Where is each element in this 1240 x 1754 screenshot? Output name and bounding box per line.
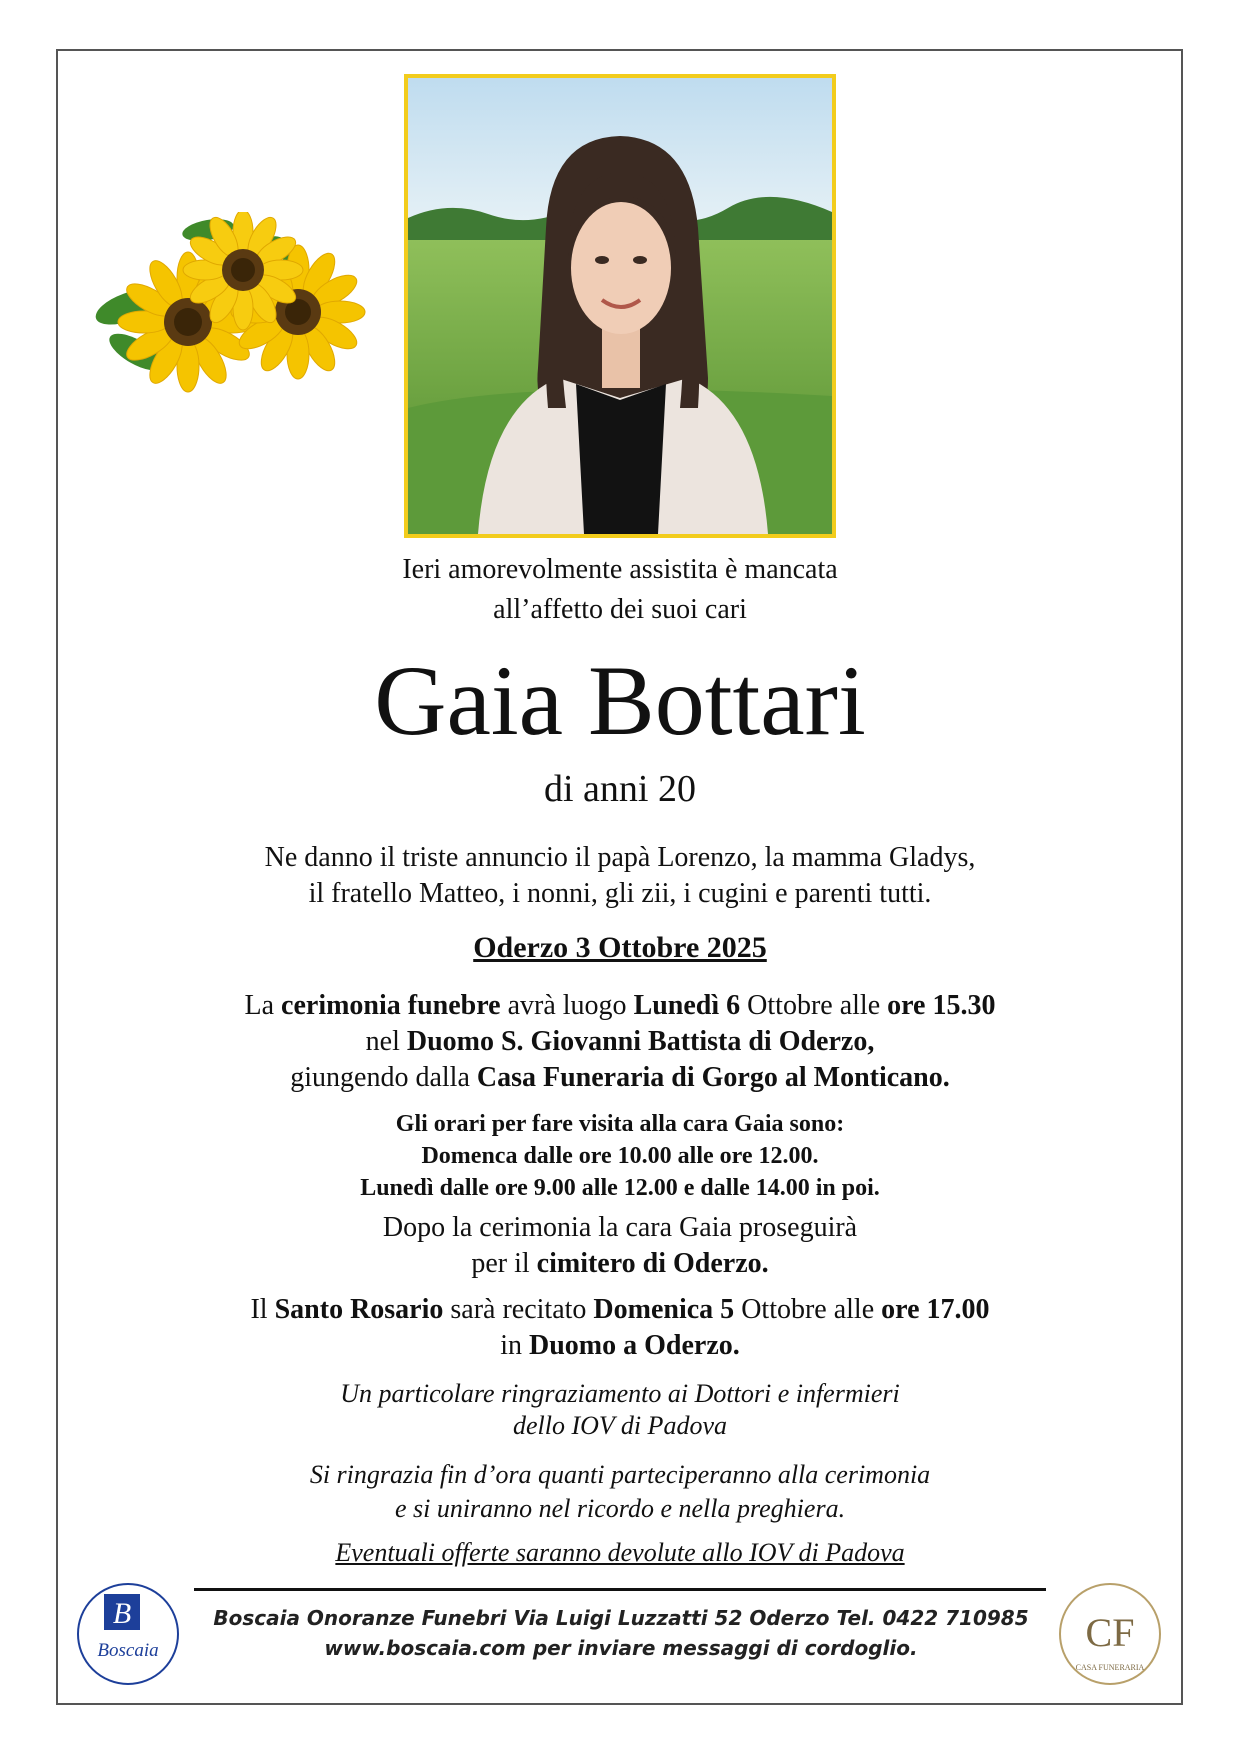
text-span: giungendo dalla xyxy=(290,1062,477,1093)
ceremony-line-1 xyxy=(60,988,1180,1024)
visits-line-1: Gli orari per fare visita alla cara Gaia sono: xyxy=(395,1111,845,1137)
ceremony-line-3 xyxy=(60,1060,1180,1096)
thanks-line-3: Si ringrazia fin d’ora quanti parteciperanno alla cerimonia xyxy=(309,1460,931,1489)
footer-divider xyxy=(194,1588,1046,1591)
svg-text:B: B xyxy=(112,1597,132,1630)
bold-span: Duomo S. Giovanni Battista di Oderzo, xyxy=(406,1026,875,1057)
bold-span: ore 15.30 xyxy=(887,990,996,1021)
after-line-2 xyxy=(60,1246,1180,1282)
bold-span: Casa Funeraria di Gorgo al Monticano. xyxy=(476,1062,950,1093)
donations-note: Eventuali offerte saranno devolute allo IOV di Padova xyxy=(335,1538,905,1567)
deceased-name: Gaia Bottari xyxy=(374,645,866,756)
after-ceremony xyxy=(60,1210,1180,1282)
place-date: Oderzo 3 Ottobre 2025 xyxy=(473,931,767,964)
thanks-line-1: Un particolare ringraziamento ai Dottori e infermieri xyxy=(340,1379,900,1408)
svg-text:Boscaia: Boscaia xyxy=(97,1640,159,1661)
bold-span: Santo Rosario xyxy=(274,1294,444,1325)
text-span: Ottobre alle xyxy=(740,990,888,1021)
ceremony-info xyxy=(60,988,1180,1096)
ceremony-line-2 xyxy=(60,1024,1180,1060)
svg-text:CASA FUNERARIA: CASA FUNERARIA xyxy=(1075,1663,1145,1672)
text-span: Il xyxy=(250,1294,275,1325)
text-span: Ottobre alle xyxy=(734,1294,882,1325)
bold-span: Duomo a Oderzo. xyxy=(529,1330,740,1361)
footer-address: Boscaia Onoranze Funebri Via Luigi Luzzatti 52 Oderzo Tel. 0422 710985 xyxy=(213,1606,1029,1630)
text-span: avrà luogo xyxy=(500,990,634,1021)
sunflowers-icon xyxy=(88,212,378,408)
thanks-doctors xyxy=(60,1378,1180,1442)
intro-line-1: Ieri amorevolmente assistita è mancata xyxy=(402,554,838,585)
boscaia-logo xyxy=(74,1580,182,1688)
after-line-1: Dopo la cerimonia la cara Gaia proseguirà xyxy=(382,1212,858,1243)
text-span: La xyxy=(244,990,282,1021)
deceased-age: di anni 20 xyxy=(544,768,696,810)
text-span: per il xyxy=(471,1248,537,1279)
text-span: in xyxy=(500,1330,529,1361)
bold-span: cimitero di Oderzo. xyxy=(536,1248,769,1279)
text-span: nel xyxy=(365,1026,407,1057)
bold-span: ore 17.00 xyxy=(881,1294,990,1325)
text-span: sarà recitato xyxy=(443,1294,594,1325)
rosary-info xyxy=(60,1292,1180,1364)
footer-website[interactable]: www.boscaia.com per inviare messaggi di cordoglio. xyxy=(324,1636,918,1660)
bold-span: Lunedì 6 xyxy=(633,990,741,1021)
visiting-hours xyxy=(60,1108,1180,1204)
rosary-line-2 xyxy=(60,1328,1180,1364)
portrait-photo xyxy=(404,74,836,538)
family-announcement xyxy=(60,840,1180,912)
intro-text xyxy=(60,550,1180,630)
visits-line-3: Lunedì dalle ore 9.00 alle 12.00 e dalle 14.00 in poi. xyxy=(360,1175,880,1201)
thanks-participants xyxy=(60,1458,1180,1526)
intro-line-2: all’affetto dei suoi cari xyxy=(493,594,747,625)
thanks-line-2: dello IOV di Padova xyxy=(513,1411,727,1440)
announce-line-2: il fratello Matteo, i nonni, gli zii, i cugini e parenti tutti. xyxy=(308,878,932,909)
visits-line-2: Domenca dalle ore 10.00 alle ore 12.00. xyxy=(421,1143,819,1169)
svg-text:CF: CF xyxy=(1085,1610,1135,1655)
rosary-line-1 xyxy=(60,1292,1180,1328)
thanks-line-4: e si uniranno nel ricordo e nella preghiera. xyxy=(394,1494,846,1523)
announce-line-1: Ne danno il triste annuncio il papà Lorenzo, la mamma Gladys, xyxy=(264,842,976,873)
bold-span: cerimonia funebre xyxy=(281,990,501,1021)
casa-funeraria-logo xyxy=(1054,1580,1166,1692)
bold-span: Domenica 5 xyxy=(593,1294,735,1325)
